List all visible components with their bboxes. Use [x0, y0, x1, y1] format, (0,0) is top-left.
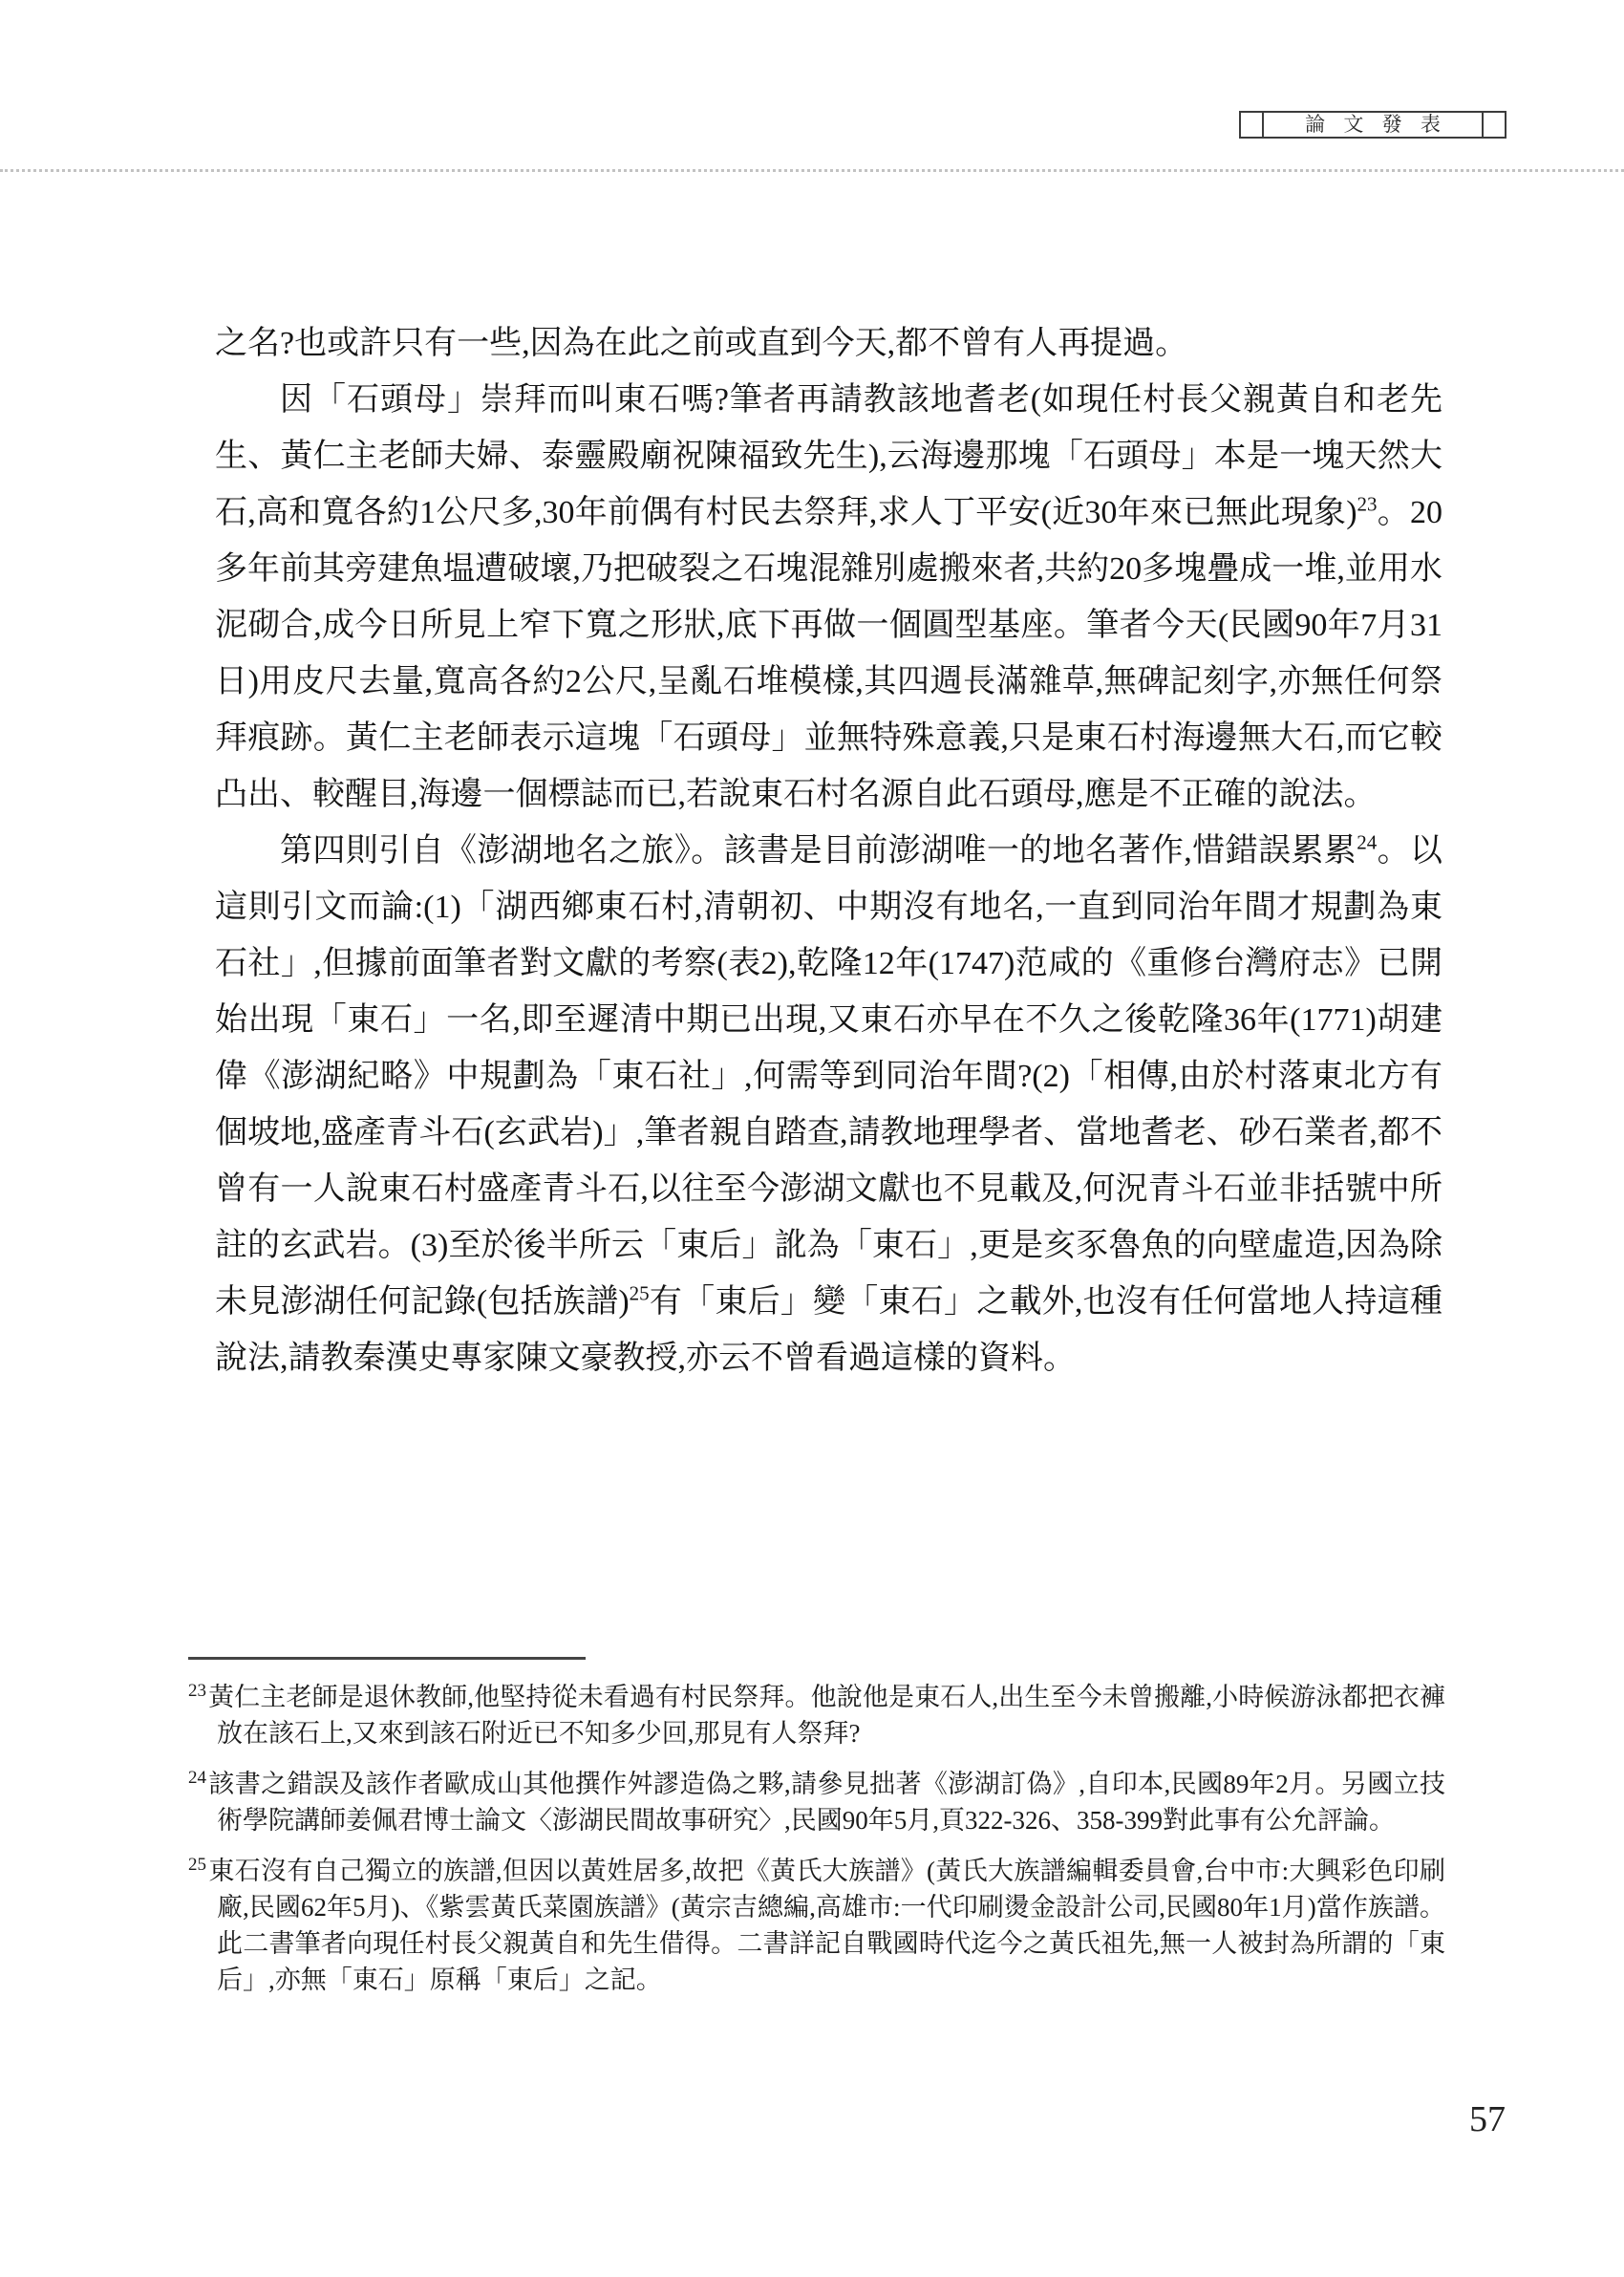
- footnote: [188, 1679, 1445, 1751]
- footnote-marker: 25: [188, 1855, 206, 1875]
- article-body: [215, 315, 1442, 1386]
- paragraph: 因「石頭母」崇拜而叫東石嗎?筆者再請教該地耆老(如現任村長父親黃自和老先生、黃仁主老師夫婦、泰靈殿廟祝陳福致先生),云海邊那塊「石頭母」本是一塊天然大石,高和寬各約1公尺多,30年前偶有村民去祭拜,求人丁平安(近30年來已無此現象)$^{23}$。20多年前其旁建魚塭遭破壞,乃把破裂之石塊混雜別處搬來者,共約20多塊疊成一堆,並用水泥砌合,成今日所見上窄下寬之形狀,底下再做一個圓型基座。筆者今天(民國90年7月31日)用皮尺去量,寬高各約2公尺,呈亂石堆模樣,其四週長滿雜草,無碑記刻字,亦無任何祭拜痕跡。黃仁主老師表示這塊「石頭母」並無特殊意義,只是東石村海邊無大石,而它較凸出、較醒目,海邊一個標誌而已,若說東石村名源自此石頭母,應是不正確的說法。: [215, 382, 1443, 812]
- footnote-reference: 24: [1357, 830, 1378, 854]
- footnote-separator: [188, 1657, 586, 1660]
- footnote-text: 東石沒有自己獨立的族譜,但因以黃姓居多,故把《黃氏大族譜》(黃氏大族譜編輯委員會,台中市:大興彩色印刷廠,民國62年5月)、《紫雲黃氏菜園族譜》(黃宗吉總編,高雄市:一代印刷燙金設計公司,民國80年1月)當作族譜。此二書筆者向現任村長父親黃自和先生借得。二書詳記自戰國時代迄今之黃氏祖先,無一人被封為所謂的「東后」,亦無「東石」原稱「東后」之記。: [208, 1857, 1445, 1994]
- page-number: 57: [1469, 2099, 1506, 2139]
- footnote-text: 黃仁主老師是退休教師,他堅持從未看過有村民祭拜。他說他是東石人,出生至今未曾搬離,小時候游泳都把衣褲放在該石上,又來到該石附近已不知多少回,那見有人祭拜?: [208, 1683, 1445, 1748]
- footnotes-section: [188, 1679, 1445, 2012]
- footnote-marker: 24: [188, 1768, 206, 1788]
- page-header-title: 論 文 發 表: [1305, 113, 1447, 136]
- header-box-right-divider: [1482, 113, 1484, 137]
- paragraph: 之名?也或許只有一些,因為在此之前或直到今天,都不曾有人再提過。: [215, 326, 1188, 361]
- header-box-left-divider: [1262, 113, 1264, 137]
- footnote-text: 該書之錯誤及該作者歐成山其他撰作舛謬造偽之夥,請參見拙著《澎湖訂偽》,自印本,民國89年2月。另國立技術學院講師姜佩君博士論文〈澎湖民間故事研究〉,民國90年5月,頁322-326、358-399對此事有公允評論。: [208, 1770, 1445, 1835]
- header-title-box: [1239, 111, 1506, 139]
- footnote-marker: 23: [188, 1681, 206, 1701]
- header-dotted-divider: [0, 169, 1624, 172]
- footnote: [188, 1766, 1445, 1838]
- footnote-reference: 23: [1357, 492, 1378, 516]
- paragraph: 第四則引自《澎湖地名之旅》。該書是目前澎湖唯一的地名著作,惜錯誤累累$^{24}$。以這則引文而論:(1)「湖西鄉東石村,清朝初、中期沒有地名,一直到同治年間才規劃為東石社」,但據前面筆者對文獻的考察(表2),乾隆12年(1747)范咸的《重修台灣府志》已開始出現「東石」一名,即至遲清中期已出現,又東石亦早在不久之後乾隆36年(1771)胡建偉《澎湖紀略》中規劃為「東石社」,何需等到同治年間?(2)「相傳,由於村落東北方有個坡地,盛產青斗石(玄武岩)」,筆者親自踏查,請教地理學者、當地耆老、砂石業者,都不曾有一人說東石村盛產青斗石,以往至今澎湖文獻也不見載及,何況青斗石並非括號中所註的玄武岩。(3)至於後半所云「東后」訛為「東石」,更是亥豕魯魚的向壁虛造,因為除未見澎湖任何記錄(包括族譜)$^{25}$有「東后」變「東石」之載外,也沒有任何當地人持這種說法,請教秦漢史專家陳文豪教授,亦云不曾看過這樣的資料。: [215, 830, 1443, 1376]
- footnote-reference: 25: [629, 1281, 650, 1305]
- footnote: [188, 1853, 1445, 1998]
